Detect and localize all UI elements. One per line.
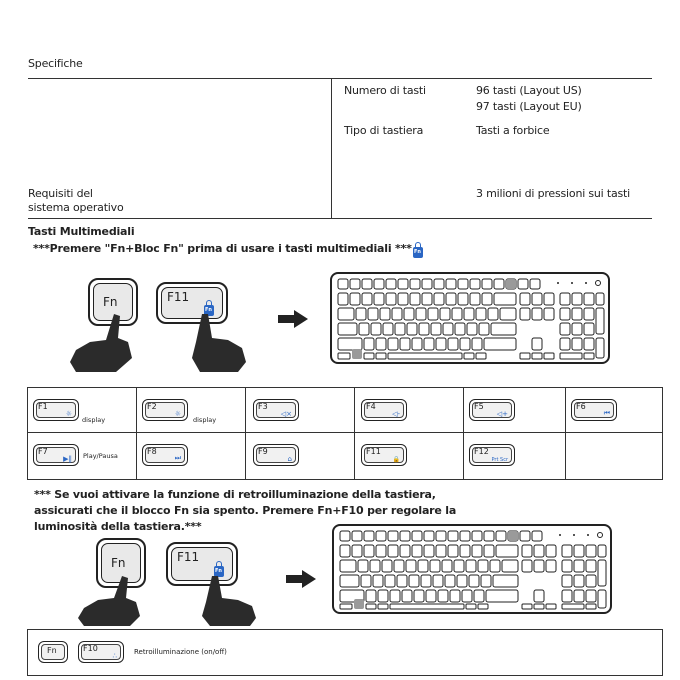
next-track-icon: ⏭ [174,454,181,462]
fkey-desc: Play/Pausa [83,452,118,460]
play-pause-icon: ▶‖ [63,455,72,463]
f11-key-label: F11 [177,550,200,564]
fkey-f2: F2 ☼ [142,399,188,421]
hand-pointing-icon [66,312,138,374]
arrow-right-icon [286,570,316,588]
spec-value-type: Tasti a forbice [476,124,550,137]
fkey-desc: display [193,416,217,424]
backlight-desc: Retroilluminazione (on/off) [134,648,227,656]
spec-title: Specifiche [28,57,83,70]
multimedia-instruction: ***Premere "Fn+Bloc Fn" prima di usare i tasti multimediali *** [33,242,412,255]
fn-lock-icon: Fn [214,566,224,577]
spec-label-os-2: sistema operativo [28,201,124,214]
backlight-note-2: assicurati che il blocco Fn sia spento. Premere Fn+F10 per regolare la [34,504,457,517]
fkey-f11: F11 🔒 [361,444,407,466]
spec-label-type: Tipo di tastiera [344,124,424,137]
fkey-f1: F1 ☼ [33,399,79,421]
fkey-f9: F9 ⌂ [253,444,299,466]
divider [28,78,652,79]
fkey-f6: F6 ⏮ [571,399,617,421]
multimedia-heading: Tasti Multimediali [28,225,135,238]
fkey-f5: F5 ◁+ [469,399,515,421]
hand-pointing-icon [184,312,256,374]
divider [136,387,137,480]
divider [331,78,332,218]
brightness-up-icon: ☼ [174,410,181,418]
fkey-table [27,387,663,480]
lock-icon: 🔒 [392,456,400,463]
backlight-note-1: *** Se vuoi attivare la funzione di retroilluminazione della tastiera, [34,488,436,501]
fkey-f12: F12 Prt Scr [469,444,515,466]
fkey-desc: display [82,416,106,424]
fkey-f8: F8 ⏭ [142,444,188,466]
fkey-f4: F4 ◁- [361,399,407,421]
divider [245,387,246,480]
mute-icon: ◁× [280,410,292,418]
f10-small-key: F10 ∴ [78,641,124,663]
spec-label-keys: Numero di tasti [344,84,426,97]
fn-small-key: Fn [38,641,68,663]
fn-lock-icon: Fn [413,247,423,258]
keyboard-illustration [330,272,610,364]
brightness-down-icon: ☼ [65,410,72,418]
spec-label-os-1: Requisiti del [28,187,93,200]
keyboard-illustration [332,524,612,614]
home-icon: ⌂ [287,455,292,463]
divider [27,432,663,433]
fn-lock-icon: Fn [204,305,214,316]
fn-key-label: Fn [103,295,118,309]
backlight-icon: ∴ [112,652,117,660]
spec-value-presses: 3 milioni di pressioni sui tasti [476,187,630,200]
backlight-note-3: luminosità della tastiera.*** [34,520,202,533]
spec-value-keys-eu: 97 tasti (Layout EU) [476,100,582,113]
volume-down-icon: ◁- [392,410,400,418]
f11-key-label: F11 [167,290,190,304]
divider [354,387,355,480]
divider [463,387,464,480]
fkey-f7: F7 ▶‖ [33,444,79,466]
fn-key-label: Fn [111,556,126,570]
hand-pointing-icon [194,574,266,626]
print-screen-icon: Prt Scr [491,457,508,463]
hand-pointing-icon [74,574,146,626]
fkey-f3: F3 ◁× [253,399,299,421]
volume-up-icon: ◁+ [496,410,508,418]
arrow-right-icon [278,310,308,328]
divider [565,387,566,480]
previous-track-icon: ⏮ [603,409,610,417]
spec-value-keys-us: 96 tasti (Layout US) [476,84,582,97]
divider [28,218,652,219]
